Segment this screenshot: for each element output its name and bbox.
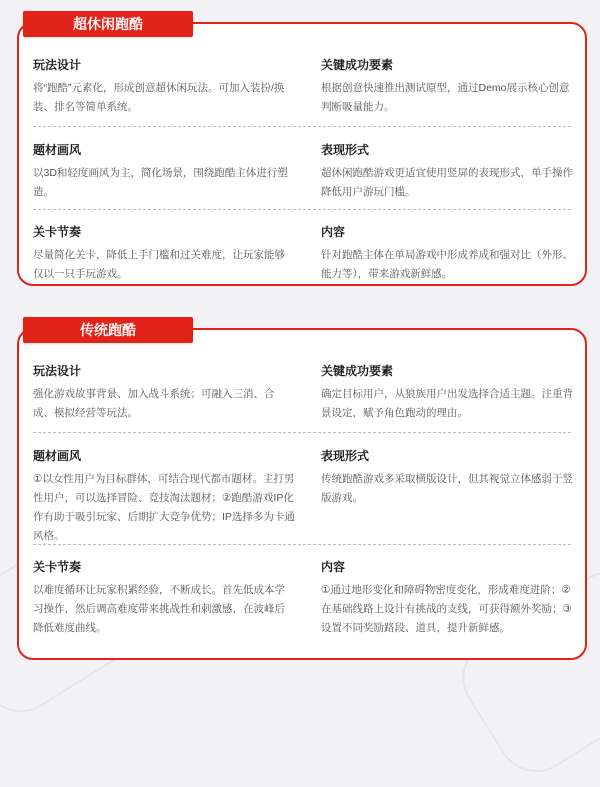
item-heading: 关卡节奏 [33, 225, 82, 239]
item-heading: 关键成功要素 [321, 58, 394, 72]
level-pacing [33, 223, 295, 284]
item-desc: 强化游戏故事背景、加入战斗系统；可融入三消、合成、模拟经营等玩法。 [33, 388, 275, 419]
item-desc: 针对跑酷主体在单局游戏中形成养成和强对比（外形、能力等），带来游戏新鲜感。 [321, 249, 573, 280]
key-success-factors [321, 362, 575, 423]
item-heading: 内容 [321, 225, 346, 239]
super-casual-parkour-card [17, 16, 587, 286]
item-desc: 将“跑酷”元素化，形成创意超休闲玩法。可加入装扮/换装、排名等简单系统。 [33, 82, 285, 113]
item-heading: 题材画风 [33, 449, 82, 463]
item-heading: 关键成功要素 [321, 364, 394, 378]
item-desc: 超休闲跑酷游戏更适宜使用竖屏的表现形式，单手操作降低用户游玩门槛。 [321, 167, 573, 198]
traditional-parkour-card [17, 322, 587, 660]
item-desc: 传统跑酷游戏多采取横版设计，但其视觉立体感弱于竖版游戏。 [321, 473, 573, 504]
item-desc: 尽量简化关卡，降低上手门槛和过关难度，让玩家能够仅以一只手玩游戏。 [33, 249, 285, 280]
gameplay-design [33, 362, 295, 423]
item-desc: ①以女性用户为目标群体，可结合现代都市题材。主打男性用户，可以选择冒险、竞技淘汰题材；②跑酷游戏IP化作有助于吸引玩家、后期扩大竞争优势；IP选择多为卡通风格。 [33, 473, 295, 542]
card-title: 超休闲跑酷 [23, 11, 193, 37]
item-heading: 表现形式 [321, 143, 370, 157]
item-desc: 根据创意快速推出测试原型，通过Demo展示核心创意判断吸量能力。 [321, 82, 570, 113]
item-heading: 玩法设计 [33, 364, 82, 378]
item-desc: 以难度循环让玩家积累经验，不断成长。首先低成本学习操作，然后调高难度带来挑战性和刺激感，在波峰后降低难度曲线。 [33, 584, 285, 634]
presentation-form [321, 141, 575, 202]
item-desc: ①通过地形变化和障碍物密度变化，形成难度进阶；②在基础线路上设计有挑战的支线，可获得额外奖励；③设置不同奖励路段、道具，提升新鲜感。 [321, 584, 572, 634]
presentation-form [321, 447, 575, 508]
item-heading: 关卡节奏 [33, 560, 82, 574]
theme-art-style [33, 447, 295, 546]
divider [33, 432, 571, 433]
item-desc: 以3D和轻度画风为主，简化场景，围绕跑酷主体进行塑造。 [33, 167, 288, 198]
content [321, 223, 575, 284]
item-heading: 表现形式 [321, 449, 370, 463]
theme-art-style [33, 141, 295, 202]
item-heading: 内容 [321, 560, 346, 574]
divider [33, 126, 571, 127]
card-title: 传统跑酷 [23, 317, 193, 343]
content [321, 558, 575, 638]
level-pacing [33, 558, 295, 638]
item-heading: 题材画风 [33, 143, 82, 157]
item-heading: 玩法设计 [33, 58, 82, 72]
divider [33, 209, 571, 210]
item-desc: 确定目标用户，从狼族用户出发选择合适主题。注重背景设定，赋予角色跑动的理由。 [321, 388, 573, 419]
divider [33, 544, 571, 545]
gameplay-design [33, 56, 295, 117]
key-success-factors [321, 56, 575, 117]
